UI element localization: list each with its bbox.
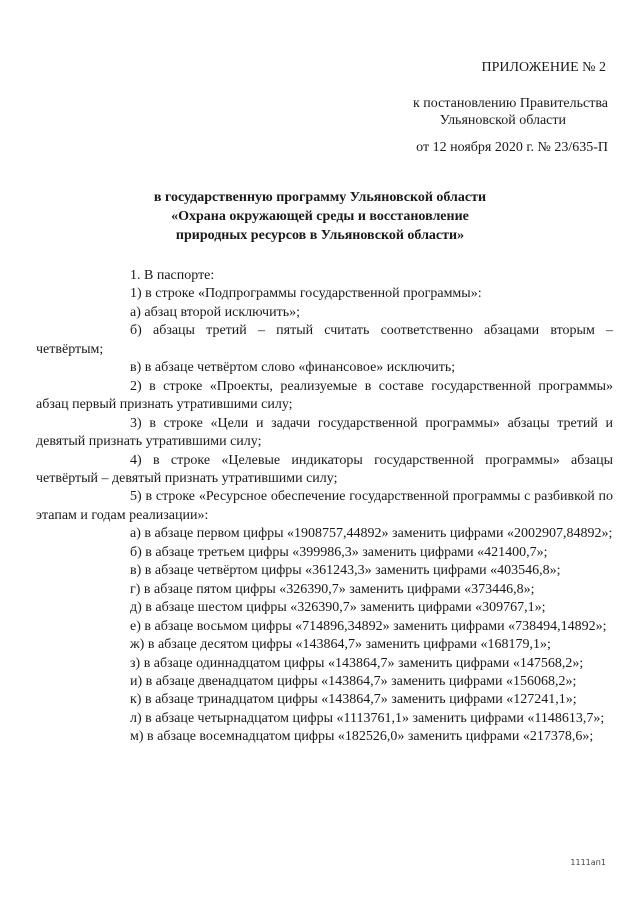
resolution-date-number: от 12 ноября 2020 г. № 23/635-П xyxy=(416,140,608,155)
paragraph: 4) в строке «Целевые индикаторы государственной программы» абзацы четвёртый – девятый признать утратившими силу; xyxy=(36,452,613,486)
resolution-line-1: к постановлению Правительства xyxy=(412,96,608,111)
paragraph: 2) в строке «Проекты, реализуемые в составе государственной программы» абзац первый признать утратившими силу; xyxy=(36,378,613,413)
paragraph: 1) в строке «Подпрограммы государственной программы»: xyxy=(130,286,482,302)
paragraph: б) абзацы третий – пятый считать соответственно абзацами вторым – четвёртым; xyxy=(36,323,613,357)
paragraph: з) в абзаце одиннадцатом цифры «143864,7» заменить цифрами «147568,2»; xyxy=(130,655,584,671)
paragraph: м) в абзаце восемнадцатом цифры «182526,0» заменить цифрами «217378,6»; xyxy=(130,729,594,745)
paragraph: 3) в строке «Цели и задачи государственной программы» абзацы третий и девятый признать утратившими силу; xyxy=(36,415,613,450)
paragraph: к) в абзаце тринадцатом цифры «143864,7» заменить цифрами «127241,1»; xyxy=(130,692,577,708)
title-line-3: природных ресурсов в Ульяновской области» xyxy=(175,228,465,243)
paragraph: ж) в абзаце десятом цифры «143864,7» заменить цифрами «168179,1»; xyxy=(130,637,551,653)
title-line-2: «Охрана окружающей среды и восстановление xyxy=(171,209,469,224)
paragraph: л) в абзаце четырнадцатом цифры «1113761,1» заменить цифрами «1148613,7»; xyxy=(130,710,605,726)
paragraph: в) в абзаце четвёртом цифры «361243,3» заменить цифрами «403546,8»; xyxy=(130,563,561,579)
paragraph: а) абзац второй исключить»; xyxy=(130,304,300,320)
paragraph: е) в абзаце восьмом цифры «714896,34892» заменить цифрами «738494,14892»; xyxy=(130,618,607,634)
resolution-line-2: Ульяновской области xyxy=(439,113,566,128)
paragraph: 1. В паспорте: xyxy=(130,268,215,283)
paragraph: д) в абзаце шестом цифры «326390,7» заменить цифрами «309767,1»; xyxy=(130,600,546,616)
appendix-label: ПРИЛОЖЕНИЕ № 2 xyxy=(481,60,606,75)
paragraph: в) в абзаце четвёртом слово «финансовое» исключить; xyxy=(130,360,456,376)
title-line-1: в государственную программу Ульяновской области xyxy=(153,190,487,205)
paragraph: б) в абзаце третьем цифры «399986,3» заменить цифрами «421400,7»; xyxy=(130,544,548,560)
paragraph: г) в абзаце пятом цифры «326390,7» заменить цифрами «373446,8»; xyxy=(130,581,535,597)
document-title xyxy=(0,188,640,245)
document-body xyxy=(36,267,613,747)
paragraph: 5) в строке «Ресурсное обеспечение государственной программы с разбивкой по этапам и годам реализации»: xyxy=(36,489,613,523)
paragraph: и) в абзаце двенадцатом цифры «143864,7» заменить цифрами «156068,2»; xyxy=(130,673,577,689)
page-stamp: 1111ап1 xyxy=(570,858,606,867)
paragraph: а) в абзаце первом цифры «1908757,44892» заменить цифрами «2002907,84892»; xyxy=(130,526,613,542)
